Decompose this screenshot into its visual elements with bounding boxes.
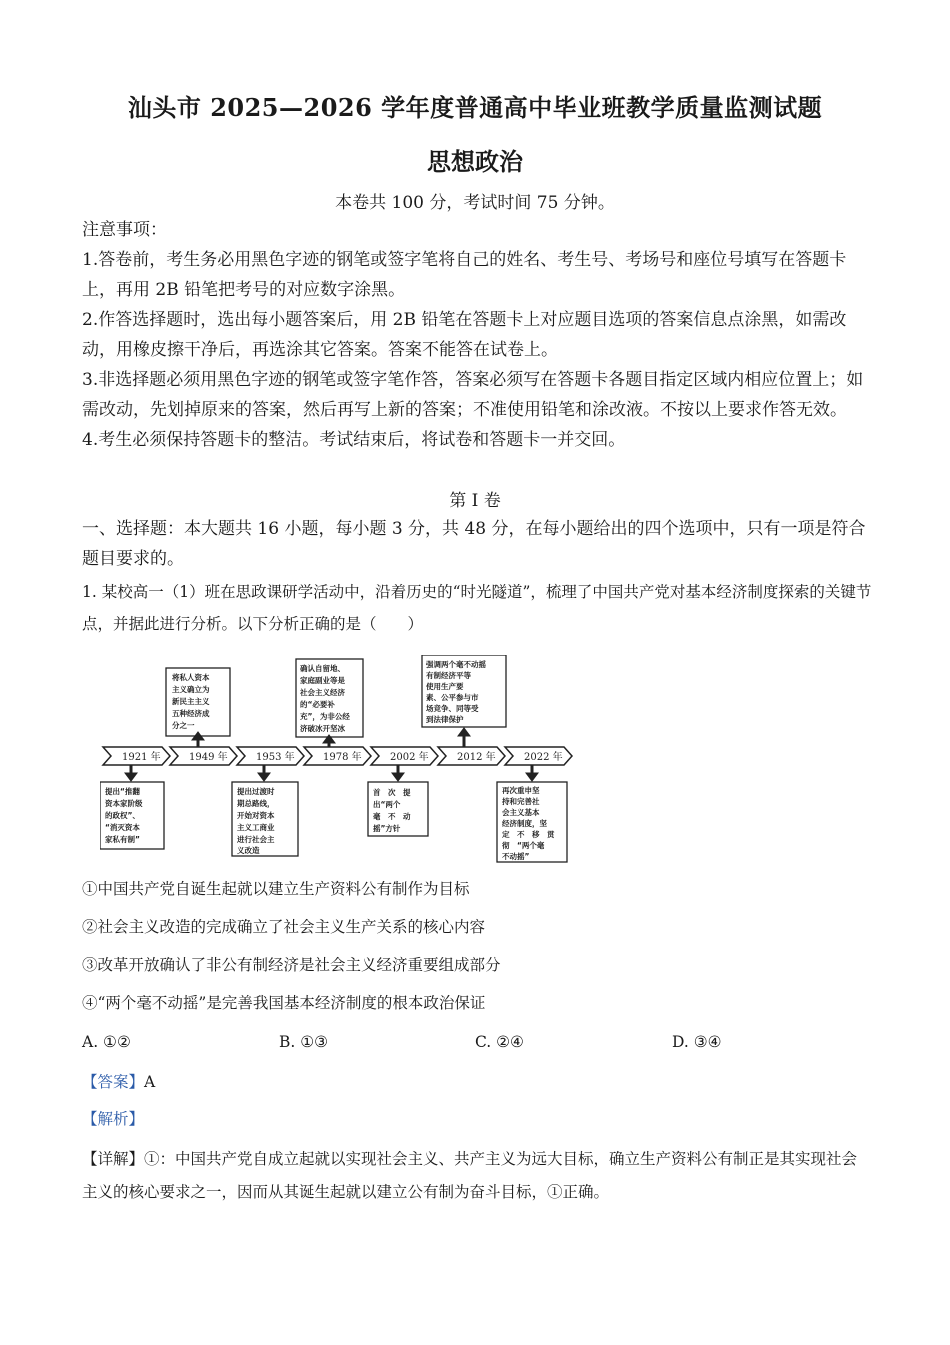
detail-paragraph bbox=[82, 1143, 872, 1209]
top-box-2012 bbox=[422, 655, 506, 727]
timeline-diagram bbox=[100, 655, 575, 865]
question-stem-text: 1. 某校高一（1）班在思政课研学活动中，沿着历史的“时光隧道”，梳理了中国共产党对基本经济制度探索的关键节点，并据此进行分析。以下分析正确的是（ ） bbox=[82, 583, 872, 633]
bottom-box-1953-line: 期总路线， bbox=[237, 799, 275, 808]
year-label: 2012 年 bbox=[457, 752, 496, 763]
note-item: 4.考生必须保持答题卡的整洁。考试结束后，将试卷和答题卡一并交回。 bbox=[82, 430, 626, 450]
bottom-box-1921-line: 提出“推翻 bbox=[105, 787, 140, 796]
bottom-box-2022-line: 不动摇” bbox=[502, 852, 530, 861]
statement-list bbox=[82, 878, 872, 1030]
top-box-2012-line: 强调两个毫不动摇 bbox=[426, 660, 486, 669]
top-box-1949-line: 五种经济成 bbox=[172, 709, 210, 718]
bottom-box-2022 bbox=[497, 782, 567, 862]
bottom-box-2022-line: 彻 “两个毫 bbox=[502, 841, 545, 850]
volume-heading: 第 I 卷 bbox=[449, 491, 501, 511]
bottom-box-1953-line: 主义工商业 bbox=[237, 823, 275, 832]
choice-d[interactable]: D. ③④ bbox=[672, 1033, 722, 1051]
bottom-box-2002-line: 出“两个 bbox=[373, 800, 401, 809]
bottom-box-1921 bbox=[100, 782, 164, 849]
bottom-box-2002 bbox=[368, 782, 428, 836]
year-label: 1953 年 bbox=[256, 752, 295, 763]
bottom-box-1921-line: “消灭资本 bbox=[105, 823, 140, 832]
exam-title: 汕头市 2025—2026 学年度普通高中毕业班教学质量监测试题 bbox=[127, 93, 823, 122]
year-label: 2002 年 bbox=[390, 752, 429, 763]
answer-line bbox=[82, 1070, 155, 1092]
year-label: 1921 年 bbox=[122, 752, 161, 763]
top-box-2012-line: 场竞争、同等受 bbox=[426, 704, 479, 713]
bottom-box-1953-line: 义改造 bbox=[237, 846, 260, 855]
top-box-2012-line: 到法律保护 bbox=[426, 715, 464, 724]
analysis-tag: 【解析】 bbox=[82, 1110, 145, 1128]
statement-item: ②社会主义改造的完成确立了社会主义生产关系的核心内容 bbox=[82, 918, 486, 936]
top-box-1978-line: 家庭副业等是 bbox=[300, 676, 345, 685]
bottom-box-1921-line: 资本家阶级 bbox=[105, 799, 143, 808]
top-box-2012-line: 素、公平参与市 bbox=[426, 693, 479, 702]
choice-c[interactable]: C. ②④ bbox=[475, 1033, 524, 1051]
bottom-box-2022-line: 持和完善社 bbox=[502, 797, 540, 806]
bottom-box-2002-line: 摇”方针 bbox=[373, 824, 401, 833]
down-arrows bbox=[125, 765, 538, 781]
note-item: 2.作答选择题时，选出每小题答案后，用 2B 铅笔在答题卡上对应题目选项的答案信息点涂黑，如需改动，用橡皮擦干净后，再选涂其它答案。答案不能答在试卷上。 bbox=[82, 310, 847, 360]
top-box-1949-line: 新民主主义 bbox=[172, 697, 210, 706]
notes-heading: 注意事项： bbox=[82, 220, 167, 240]
bottom-box-1953-line: 提出过渡时 bbox=[237, 787, 275, 796]
top-box-1978-line: 充”，为非公经 bbox=[300, 712, 350, 721]
bottom-box-2002-line: 毫 不 动 bbox=[373, 812, 411, 821]
year-label: 1949 年 bbox=[189, 752, 228, 763]
top-box-1949-line: 主义确立为 bbox=[172, 685, 210, 694]
notes-list bbox=[82, 245, 872, 455]
section-heading bbox=[82, 514, 872, 574]
year-label: 1978 年 bbox=[323, 752, 362, 763]
exam-info: 本卷共 100 分，考试时间 75 分钟。 bbox=[335, 193, 615, 213]
detail-text: ①：中国共产党自成立起就以实现社会主义、共产主义为远大目标，确立生产资料公有制正是其实现社会主义的核心要求之一，因而从其诞生起就以建立公有制为奋斗目标，①正确。 bbox=[82, 1150, 858, 1201]
answer-value: A bbox=[144, 1073, 156, 1091]
bottom-box-2022-line: 再次重申坚 bbox=[502, 786, 540, 795]
bottom-box-1921-line: 家私有制” bbox=[105, 835, 140, 844]
choice-a[interactable]: A. ①② bbox=[82, 1033, 131, 1051]
top-box-1978-line: 济破冰开坚冰 bbox=[300, 724, 345, 733]
note-item: 1.答卷前，考生务必用黑色字迹的钢笔或签字笔将自己的姓名、考生号、考场号和座位号填写在答题卡上，再用 2B 铅笔把考号的对应数字涂黑。 bbox=[82, 250, 847, 300]
bottom-box-2022-line: 会主义基本 bbox=[502, 808, 540, 817]
statement-item: ①中国共产党自诞生起就以建立生产资料公有制作为目标 bbox=[82, 880, 470, 898]
top-box-2012-line: 有制经济平等 bbox=[426, 671, 471, 680]
bottom-box-2022-line: 经济制度，坚 bbox=[502, 819, 547, 828]
top-box-1978-line: 社会主义经济 bbox=[300, 688, 345, 697]
note-item: 3.非选择题必须用黑色字迹的钢笔或签字笔作答，答案必须写在答题卡各题目指定区域内相应位置上；如需改动，先划掉原来的答案，然后再写上新的答案；不准使用铅笔和涂改液。不按以上要求作答无效。 bbox=[82, 370, 864, 420]
top-box-2012-line: 使用生产要 bbox=[426, 682, 464, 691]
top-box-1949-line: 将私人资本 bbox=[172, 673, 210, 682]
subject-title: 思想政治 bbox=[427, 147, 523, 176]
bottom-box-1953-line: 开始对资本 bbox=[237, 811, 275, 820]
statement-item: ④“两个毫不动摇”是完善我国基本经济制度的根本政治保证 bbox=[82, 994, 486, 1012]
statement-item: ③改革开放确认了非公有制经济是社会主义经济重要组成部分 bbox=[82, 956, 501, 974]
top-box-1978-line: 的“必要补 bbox=[300, 700, 335, 709]
detail-tag: 【详解】 bbox=[82, 1150, 145, 1168]
top-box-1978 bbox=[296, 659, 363, 737]
top-box-1978-line: 确认自留地、 bbox=[300, 664, 345, 673]
top-box-1949-line: 分之一 bbox=[172, 721, 195, 730]
top-box-1949 bbox=[166, 668, 230, 736]
bottom-box-2022-line: 定 不 移 贯 bbox=[502, 830, 555, 839]
bottom-box-1921-line: 的政权”、 bbox=[105, 811, 140, 820]
choice-b[interactable]: B. ①③ bbox=[279, 1033, 329, 1051]
bottom-box-1953 bbox=[232, 782, 298, 856]
answer-tag: 【答案】 bbox=[82, 1073, 145, 1091]
bottom-box-2002-line: 首 次 提 bbox=[373, 788, 411, 797]
detail-block bbox=[82, 1143, 872, 1209]
section-text: 一、选择题：本大题共 16 小题，每小题 3 分，共 48 分，在每小题给出的四个选项中，只有一项是符合题目要求的。 bbox=[82, 519, 866, 569]
question-stem bbox=[82, 576, 872, 640]
choice-row bbox=[82, 1033, 872, 1057]
bottom-box-1953-line: 进行社会主 bbox=[237, 835, 275, 844]
year-label: 2022 年 bbox=[524, 752, 563, 763]
